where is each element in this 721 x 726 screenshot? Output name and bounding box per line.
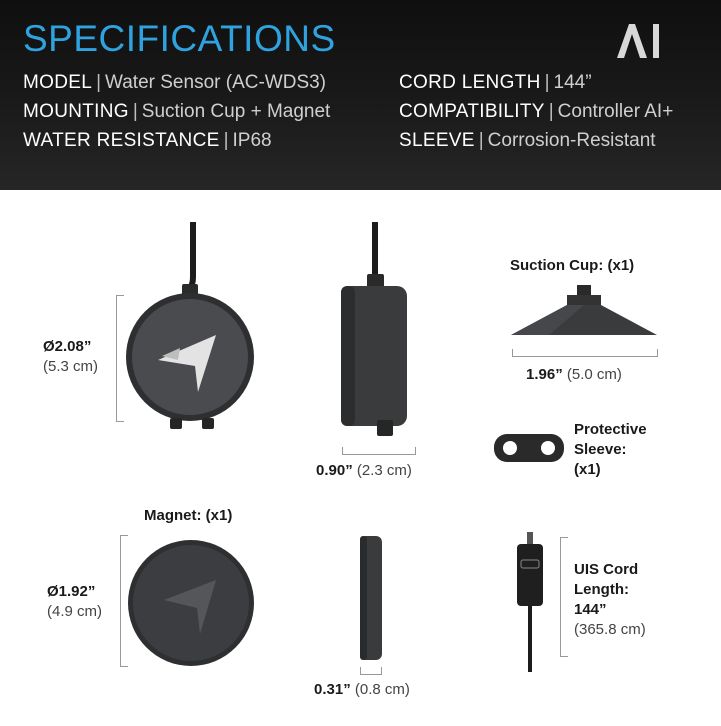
ai-logo xyxy=(617,24,663,58)
sensor-front-dimension-bracket xyxy=(116,295,124,422)
spec-row-model: MODEL | Water Sensor (AC-WDS3) xyxy=(23,72,327,93)
protective-sleeve-image xyxy=(493,432,565,464)
sensor-side-image xyxy=(335,222,415,442)
specs-header xyxy=(0,0,721,190)
magnet-front-image xyxy=(126,538,256,668)
suction-cup-image xyxy=(509,285,659,340)
spec-row-compatibility: COMPATIBILITY | Controller AI+ xyxy=(399,101,674,122)
spec-row-sleeve: SLEEVE | Corrosion-Resistant xyxy=(399,130,656,151)
suction-cup-dimension-label: 1.96” (5.0 cm) xyxy=(526,366,622,383)
magnet-dimension-label: Ø1.92” (4.9 cm) xyxy=(47,583,103,620)
magnet-side-dimension-bracket xyxy=(360,667,382,675)
spec-row-mounting: MOUNTING | Suction Cup + Magnet xyxy=(23,101,331,122)
magnet-side-label: 0.31” (0.8 cm) xyxy=(314,681,410,698)
cord-label: UIS Cord Length: 144” (365.8 cm) xyxy=(574,561,646,638)
sensor-front-image xyxy=(120,222,260,437)
cord-dimension-bracket xyxy=(560,537,568,657)
sensor-side-label: 0.90” (2.3 cm) xyxy=(316,462,412,479)
protective-sleeve-label: Protective Sleeve: (x1) xyxy=(574,421,647,478)
page-title: SPECIFICATIONS xyxy=(23,18,336,59)
magnet-label: Magnet: (x1) xyxy=(144,507,233,524)
magnet-dimension-bracket xyxy=(120,535,128,667)
suction-cup-label: Suction Cup: (x1) xyxy=(510,257,635,274)
magnet-side-image xyxy=(358,534,384,662)
suction-cup-dimension-bracket xyxy=(512,349,658,357)
cord-image xyxy=(512,532,548,672)
sensor-front-label: Ø2.08” (5.3 cm) xyxy=(43,338,99,375)
spec-row-cord-length: CORD LENGTH | 144” xyxy=(399,72,592,93)
specs-right xyxy=(399,72,673,159)
spec-row-water-resistance: WATER RESISTANCE | IP68 xyxy=(23,130,272,151)
specs-left xyxy=(23,72,330,159)
sensor-side-dimension-bracket xyxy=(342,447,416,455)
